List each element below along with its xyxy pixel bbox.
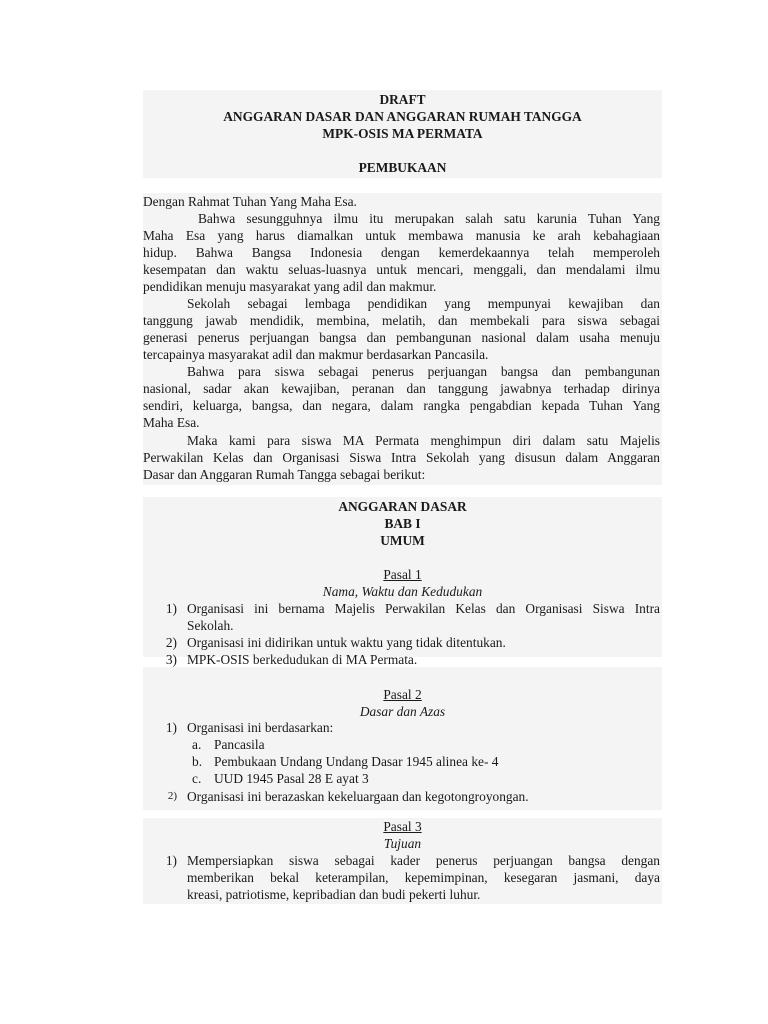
list-item-continuation: memberikan bekal keterampilan, kepemimpinan, kesegaran jasmani, daya	[187, 870, 660, 885]
bab-heading: BAB I	[384, 516, 421, 531]
list-label: 2)	[165, 635, 177, 650]
preamble-line: nasional, sadar akan kewajiban, peranan dan tanggung jawabnya terhadap dirinya	[143, 381, 660, 396]
list-label: 1)	[165, 720, 177, 735]
pasal3-title: Pasal 3	[383, 819, 422, 834]
preamble-line: Bahwa sesungguhnya ilmu itu merupakan salah satu karunia Tuhan Yang	[198, 211, 660, 226]
sub-list-label: a.	[192, 737, 202, 752]
sub-list-item: Pancasila	[214, 737, 265, 752]
pasal3-subtitle: Tujuan	[383, 836, 422, 851]
document-title: ANGGARAN DASAR DAN ANGGARAN RUMAH TANGGA	[223, 109, 582, 124]
preamble-line: Bahwa para siswa sebagai penerus perjuangan bangsa dan pembangunan	[187, 364, 660, 379]
preamble-line: tercapainya masyarakat adil dan makmur berdasarkan Pancasila.	[143, 347, 489, 362]
sub-list-item: UUD 1945 Pasal 28 E ayat 3	[214, 771, 369, 786]
preamble-line: Maha Esa.	[143, 415, 200, 430]
preamble-line: generasi penerus perjuangan bangsa dan pembangunan nasional dalam usaha menuju	[143, 330, 660, 345]
preamble-line: tanggung jawab mendidik, membina, melatih, dan membekali para siswa sebagai	[143, 313, 660, 328]
preamble-line: kesempatan dan waktu seluas-luasnya untuk mencari, menggali, dan mendalami ilmu	[143, 262, 660, 277]
bab-name: UMUM	[380, 533, 425, 548]
list-item: Mempersiapkan siswa sebagai kader penerus perjuangan bangsa dengan	[187, 853, 660, 868]
preamble-line: hidup. Bahwa Bangsa Indonesia dengan kemerdekaannya telah memperoleh	[143, 245, 660, 260]
sub-list-label: b.	[192, 754, 203, 769]
list-item: Organisasi ini berazaskan kekeluargaan dan kegotongroyongan.	[187, 789, 529, 804]
preamble-line: Maha Esa yang harus diamalkan untuk membawa manusia ke arah kebahagiaan	[143, 228, 660, 243]
list-item: Organisasi ini berdasarkan:	[187, 720, 334, 735]
organization-name: MPK-OSIS MA PERMATA	[322, 126, 483, 141]
preamble-line: Perwakilan Kelas dan Organisasi Siswa Intra Sekolah yang disusun dalam Anggaran	[143, 450, 660, 465]
list-label: 1)	[165, 601, 177, 616]
list-label: 3)	[165, 652, 177, 667]
preamble-line: pendidikan menuju masyarakat yang adil dan makmur.	[143, 279, 437, 294]
sub-list-item: Pembukaan Undang Undang Dasar 1945 alinea ke- 4	[214, 754, 499, 769]
list-item: Organisasi ini didirikan untuk waktu yang tidak ditentukan.	[187, 635, 506, 650]
preamble-line: Sekolah sebagai lembaga pendidikan yang mempunyai kewajiban dan	[187, 296, 660, 311]
pasal2-subtitle: Dasar dan Azas	[359, 704, 446, 719]
list-label: 2)	[167, 790, 177, 802]
list-label: 1)	[165, 853, 177, 868]
pasal1-title: Pasal 1	[383, 567, 422, 582]
list-item: MPK-OSIS berkedudukan di MA Permata.	[187, 652, 418, 667]
pasal1-subtitle: Nama, Waktu dan Kedudukan	[322, 584, 483, 599]
list-item-continuation: Sekolah.	[187, 618, 234, 633]
sub-list-label: c.	[192, 771, 202, 786]
pasal2-title: Pasal 2	[383, 687, 422, 702]
pembukaan-heading: PEMBUKAAN	[358, 160, 447, 175]
preamble-line: Dasar dan Anggaran Rumah Tangga sebagai berikut:	[143, 467, 426, 482]
preamble-opening: Dengan Rahmat Tuhan Yang Maha Esa.	[143, 194, 357, 209]
list-item: Organisasi ini bernama Majelis Perwakilan Kelas dan Organisasi Siswa Intra	[187, 601, 660, 616]
preamble-line: sendiri, keluarga, bangsa, dan negara, dalam rangka pengabdian kepada Tuhan Yang	[143, 398, 660, 413]
anggaran-dasar-heading: ANGGARAN DASAR	[338, 499, 467, 514]
preamble-line: Maka kami para siswa MA Permata menghimpun diri dalam satu Majelis	[187, 433, 660, 448]
list-item-continuation: kreasi, patriotisme, kepribadian dan budi pekerti luhur.	[187, 887, 481, 902]
draft-label: DRAFT	[379, 92, 426, 107]
